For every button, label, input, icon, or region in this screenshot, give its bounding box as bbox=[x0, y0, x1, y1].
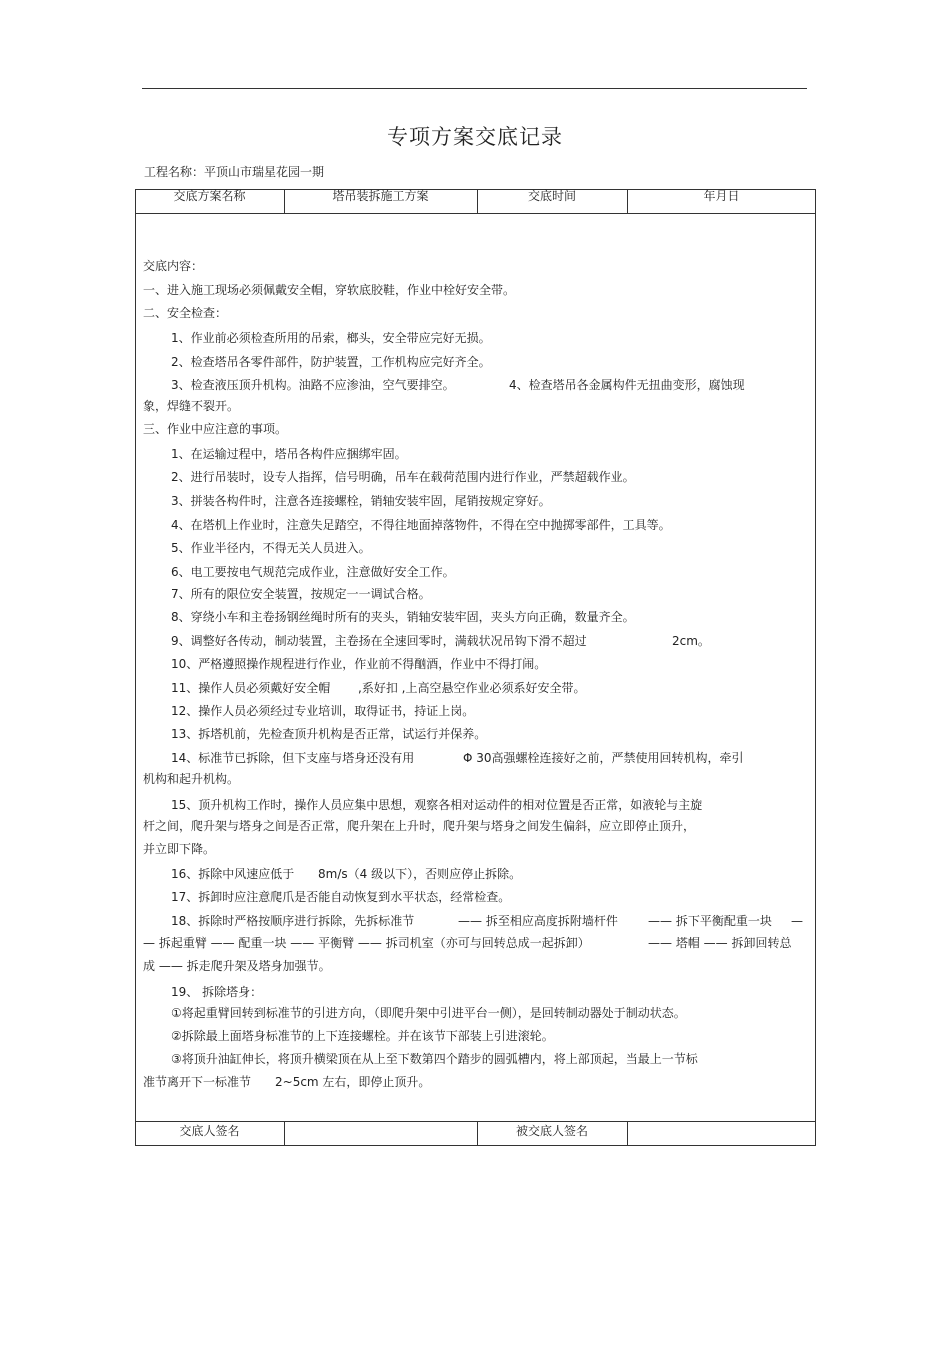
list-item: —— 拆下平衡配重一块 bbox=[648, 914, 772, 928]
list-item: 12、操作人员必须经过专业培训，取得证书，持证上岗。 bbox=[171, 704, 475, 718]
list-item: 8、穿绕小车和主卷扬钢丝绳时所有的夹头，销轴安装牢固，夹头方向正确，数量齐全。 bbox=[171, 610, 635, 624]
list-item: 13、拆塔机前，先检查顶升机构是否正常，试运行并保养。 bbox=[171, 727, 487, 741]
briefer-signature-label: 交底人签名 bbox=[179, 1124, 240, 1138]
section-2-heading: 二、安全检查： bbox=[143, 306, 228, 320]
list-item: 4、检查塔吊各金属构件无扭曲变形，腐蚀现 bbox=[509, 378, 745, 392]
list-item: 杆之间，爬升架与塔身之间是否正常，爬升架在上升时，爬升架与塔身之间发生偏斜，应立即停止顶升， bbox=[143, 819, 696, 833]
recipient-signature-field[interactable] bbox=[627, 1121, 816, 1146]
list-item: — bbox=[791, 914, 803, 928]
sub-item: 2~5cm 左右，即停止顶升。 bbox=[275, 1075, 431, 1089]
list-item: 2、进行吊装时，设专人指挥，信号明确，吊车在载荷范围内进行作业，严禁超载作业。 bbox=[171, 470, 635, 484]
list-item: 3、拼装各构件时，注意各连接螺栓，销轴安装牢固，尾销按规定穿好。 bbox=[171, 494, 551, 508]
list-item: 6、电工要按电气规范完成作业，注意做好安全工作。 bbox=[171, 565, 455, 579]
sub-item: 准节离开下一标准节 bbox=[143, 1075, 252, 1089]
section-1: 一、进入施工现场必须佩戴安全帽，穿软底胶鞋，作业中栓好安全带。 bbox=[143, 283, 516, 297]
list-item: Φ 30高强螺栓连接好之前，严禁使用回转机构，牵引 bbox=[463, 751, 744, 765]
briefer-signature-field[interactable] bbox=[284, 1121, 477, 1146]
list-item: 并立即下降。 bbox=[143, 842, 216, 856]
sub-item: ③将顶升油缸伸长，将顶升横梁顶在从上至下数第四个踏步的圆弧槽内，将上部顶起，当最上一节标 bbox=[171, 1052, 698, 1066]
briefing-time-value: 年月日 bbox=[703, 189, 740, 203]
content-heading: 交底内容： bbox=[143, 259, 204, 273]
list-item: 1、作业前必须检查所用的吊索，榔头，安全带应完好无损。 bbox=[171, 331, 491, 345]
list-item: 16、拆除中风速应低于 bbox=[171, 867, 295, 881]
plan-name-label: 交底方案名称 bbox=[173, 189, 246, 203]
top-rule bbox=[142, 88, 807, 89]
sub-item: ①将起重臂回转到标准节的引进方向，（即爬升架中引进平台一侧），是回转制动器处于制动状态。 bbox=[171, 1006, 686, 1020]
list-item: 2、检查塔吊各零件部件，防护装置，工作机构应完好齐全。 bbox=[171, 355, 491, 369]
list-item: 3、检查液压顶升机构。油路不应渗油，空气要排空。 bbox=[171, 378, 455, 392]
section-3-heading: 三、作业中应注意的事项。 bbox=[143, 422, 288, 436]
list-item: —— 拆至相应高度拆附墙杆件 bbox=[458, 914, 618, 928]
list-item: 14、标准节已拆除，但下支座与塔身还没有用 bbox=[171, 751, 415, 765]
sub-item: ②拆除最上面塔身标准节的上下连接螺栓。并在该节下部装上引进滚轮。 bbox=[171, 1029, 554, 1043]
list-item: 11、操作人员必须戴好安全帽 bbox=[171, 681, 331, 695]
list-item: 5、作业半径内，不得无关人员进入。 bbox=[171, 541, 371, 555]
plan-name-value: 塔吊装拆施工方案 bbox=[332, 189, 429, 203]
list-item: 机构和起升机构。 bbox=[143, 772, 240, 786]
list-item: 2cm。 bbox=[672, 634, 710, 648]
list-item: 15、顶升机构工作时，操作人员应集中思想，观察各相对运动件的相对位置是否正常，如液轮与主旋 bbox=[171, 798, 703, 812]
list-item: 18、拆除时严格按顺序进行拆除，先拆标准节 bbox=[171, 914, 415, 928]
list-item: 1、在运输过程中，塔吊各构件应捆绑牢固。 bbox=[171, 447, 407, 461]
list-item: ,系好扣 ,上高空悬空作业必须系好安全带。 bbox=[358, 681, 586, 695]
list-item: 4、在塔机上作业时，注意失足踏空，不得往地面掉落物件，不得在空中抛掷零部件，工具等。 bbox=[171, 518, 671, 532]
list-item: —— 塔帽 —— 拆卸回转总 bbox=[648, 936, 792, 950]
recipient-signature-label: 被交底人签名 bbox=[515, 1124, 588, 1138]
list-item: 9、调整好各传动，制动装置，主卷扬在全速回零时，满载状况吊钩下滑不超过 bbox=[171, 634, 587, 648]
list-item: 10、严格遵照操作规程进行作业，作业前不得酗酒，作业中不得打闹。 bbox=[171, 657, 547, 671]
list-item: 8m/s（4 级以下），否则应停止拆除。 bbox=[318, 867, 522, 881]
project-name: 工程名称：平顶山市瑞星花园一期 bbox=[144, 165, 325, 179]
list-item: 象，焊缝不裂开。 bbox=[143, 399, 240, 413]
list-item: 17、拆卸时应注意爬爪是否能自动恢复到水平状态，经常检查。 bbox=[171, 890, 511, 904]
list-item: 7、所有的限位安全装置，按规定一一调试合格。 bbox=[171, 587, 431, 601]
page-title: 专项方案交底记录 bbox=[387, 125, 563, 149]
list-item: 19、 拆除塔身： bbox=[171, 985, 263, 999]
list-item: 成 —— 拆走爬升架及塔身加强节。 bbox=[143, 959, 331, 973]
briefing-time-label: 交底时间 bbox=[527, 189, 576, 203]
list-item: — 拆起重臂 —— 配重一块 —— 平衡臂 —— 拆司机室（亦可与回转总成一起拆卸） bbox=[143, 936, 590, 950]
